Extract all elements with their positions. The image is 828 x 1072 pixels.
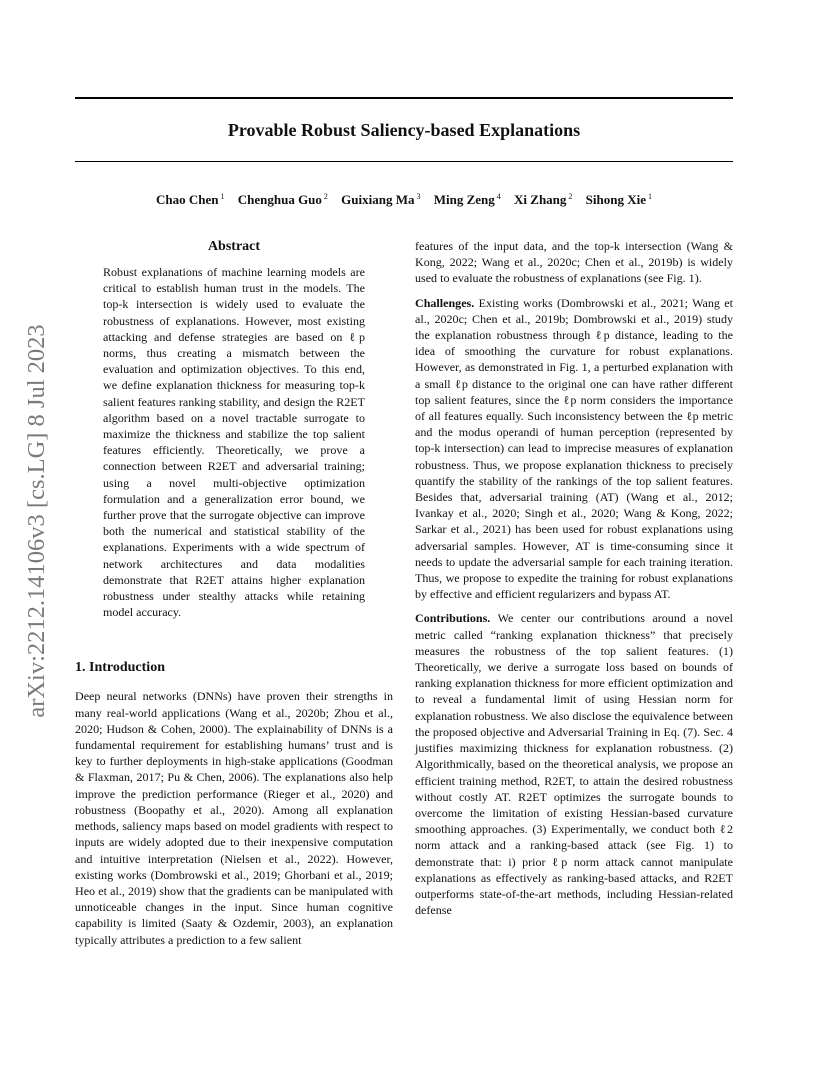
author: Guixiang Ma $^3$	[341, 192, 421, 207]
title-rule-bottom	[75, 161, 733, 162]
introduction-heading: 1. Introduction	[75, 660, 165, 676]
challenges-paragraph	[415, 295, 733, 603]
title-rule-top	[75, 97, 733, 99]
abstract-text: Robust explanations of machine learning models are critical to establish human trust in the models. The top-k intersection is widely used to evaluate the robustness of explanations. However, most existing attacking and defense strategies are based on ℓp norms, thus creating a mismatch between the evaluation and optimization objectives. To this end, we define explanation thickness for measuring top-k salient features ranking stability, and design the R2ET algorithm based on a novel tractable surrogate to maximize the thickness and stabilize the top salient features efficiently. Theoretically, we prove a connection between R2ET and adversarial training; using a novel multi-objective optimization formulation and a generalization error bound, we further prove that the surrogate objective can improve both the numerical and statistical stability of the explanations. Experiments with a wide spectrum of network architectures and data modalities demonstrate that R2ET attains higher explanation robustness under stealthy attacks while retaining model accuracy.	[103, 265, 365, 620]
author: Chenghua Guo $^2$	[237, 192, 328, 207]
introduction-continuation: features of the input data, and the top-k intersection (Wang & Kong, 2022; Wang et al., 2020c; Chen et al., 2019b) is widely used to evaluate the robustness of explanations (see Fig. 1).	[415, 239, 733, 286]
right-column	[415, 238, 733, 918]
abstract-heading: Abstract	[207, 239, 261, 254]
paper-title: Provable Robust Saliency-based Explanations	[227, 120, 581, 140]
author: Chao Chen $^1$	[155, 192, 225, 207]
author: Xi Zhang $^2$	[514, 192, 573, 207]
left-column	[75, 238, 393, 948]
contributions-text: We center our contributions around a novel metric called “ranking explanation thickness” that precisely measures the robustness of the top salient features. (1) Theoretically, we derive a surrogate loss based on bounds of ranking explanation thickness for more efficient optimization and to reveal a fundamental limit of using Hessian norm for explanation robustness. We also disclose the equivalence between the proposed objective and Adversarial Training in Eq. (7). Sec. 4 justifies maximizing thickness for explanation robustness. (2) Algorithmically, based on the theoretical analysis, we propose an efficient training method, R2ET, to attain the desired robustness without costly AT. R2ET optimizes the surrogate bounds to overcome the limitation of existing Hessian-based curvature smoothing approaches. (3) Experimentally, we conduct both ℓ2 norm attack and a ranking-based attack (see Fig. 1) to demonstrate that: i) prior ℓp norm attack cannot manipulate explanations as effectively as ranking-based attacks, and R2ET outperforms state-of-the-art methods, including Hessian-related defense	[415, 611, 733, 918]
introduction-paragraph: Deep neural networks (DNNs) have proven their strengths in many real-world applications (Wang et al., 2020b; Zhou et al., 2020; Hudson & Cohen, 2000). The explainability of DNNs is a fundamental requirement for establishing humans’ trust and is key to further deployments in high-stake applications (Goodman & Flaxman, 2017; Pu & Chen, 2006). The explanations also help improve the prediction performance (Rieger et al., 2020) and robustness (Boopathy et al., 2020). Among all explanation methods, saliency maps based on model gradients with respect to inputs are widely adopted due to their inexpensive computation and intuitive interpretation (Nielsen et al., 2022). However, existing works (Dombrowski et al., 2019; Ghorbani et al., 2019; Heo et al., 2019) show that the gradients can be manipulated with unnoticeable changes in the input. Since human cognitive capability is limited (Saaty & Ozdemir, 2003), an explanation typically attributes a prediction to a few salient	[75, 689, 393, 947]
author: Sihong Xie $^1$	[585, 192, 652, 207]
contributions-heading: Contributions.	[415, 611, 491, 626]
author: Ming Zeng $^4$	[433, 192, 501, 207]
challenges-heading: Challenges.	[415, 295, 475, 310]
arxiv-identifier-stamp: arXiv:2212.14106v3 [cs.LG] 8 Jul 2023	[23, 324, 50, 718]
contributions-paragraph	[415, 610, 733, 918]
author-list	[75, 192, 733, 208]
challenges-text: Existing works (Dombrowski et al., 2021; Wang et al., 2020c; Chen et al., 2019b; Dombrowski et al., 2019) study the explanation robustness through ℓp distance, leading to the idea of smoothing the curvature for robust explanations. However, as demonstrated in Fig. 1, a perturbed explanation with a small ℓp distance to the original one can have rather different top salient features, since the ℓp norm considers the importance of all features equally. Such inconsistency between the ℓp metric and the modus operandi of human perception (represented by top-k intersection) can lead to imprecise measures of explanation robustness. Thus, we propose explanation thickness to precisely quantify the stability of the rankings of the top salient features. Besides that, adversarial training (AT) (Wang et al., 2012; Ivankay et al., 2020; Singh et al., 2020; Wang & Kong, 2022; Sarkar et al., 2021) has been used for robust explanations using adversarial samples. However, AT is time-consuming since it needs to update the adversarial sample for each training iteration. Thus, we propose to expedite the training for robust explanations by effective and efficient regularizers and bypass AT.	[415, 295, 733, 602]
